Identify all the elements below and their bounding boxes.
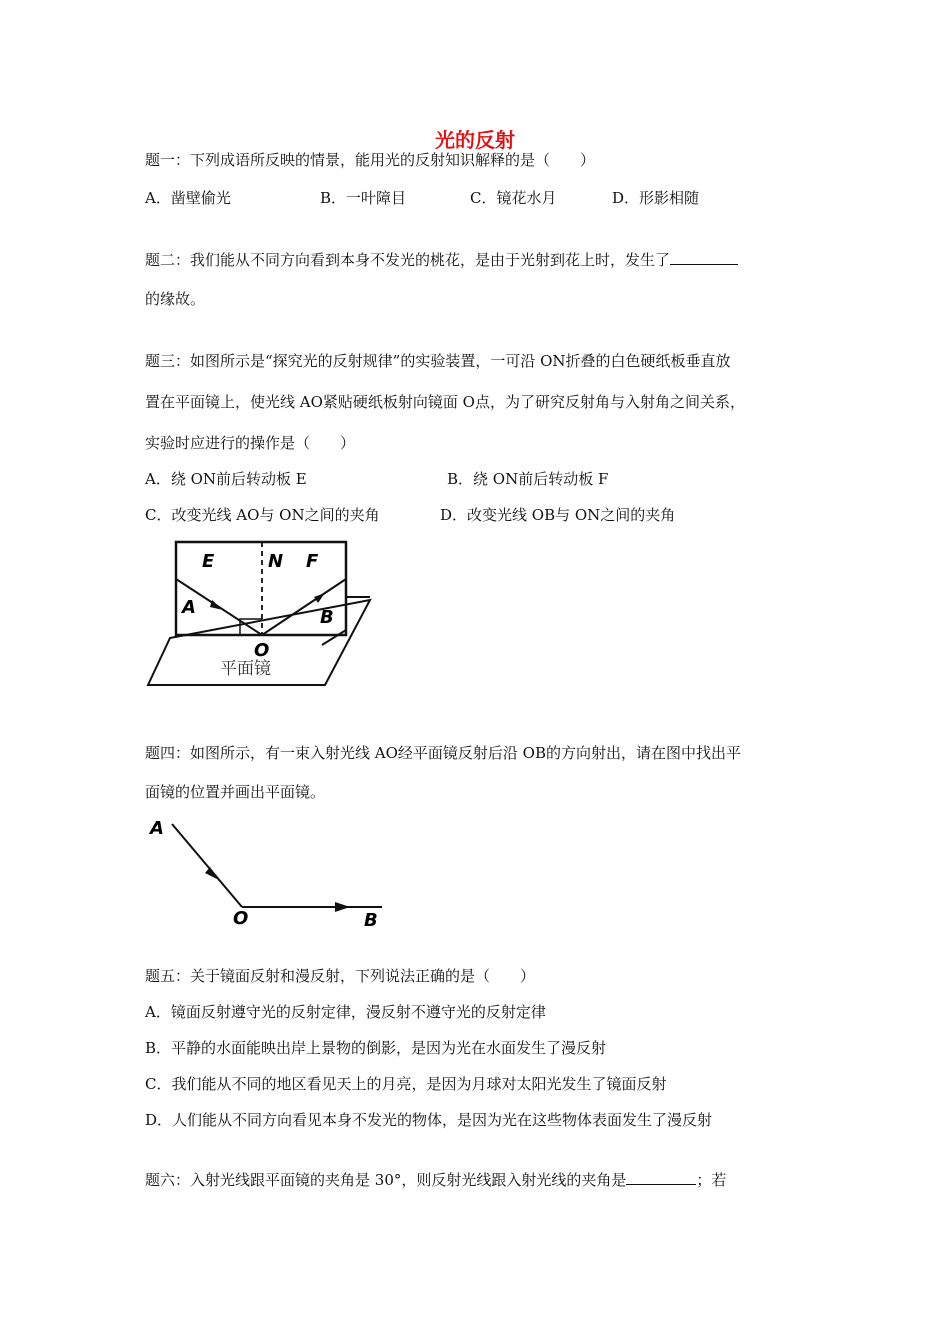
question-6-text-end: ；若 <box>696 1171 727 1189</box>
question-4-line-2: 面镜的位置并画出平面镜。 <box>145 783 326 801</box>
question-5-option-c: C．我们能从不同的地区看见天上的月亮，是因为月球对太阳光发生了镜面反射 <box>145 1075 667 1093</box>
answer-blank[interactable] <box>670 250 738 265</box>
question-4-line-1: 题四：如图所示，有一束入射光线 AO经平面镜反射后沿 OB的方向射出，请在图中找出平 <box>145 744 741 762</box>
question-3-line-2: 置在平面镜上，使光线 AO紧贴硬纸板射向镜面 O点，为了研究反射角与入射角之间关系， <box>145 393 745 411</box>
question-1-option-a: A．凿壁偷光 <box>145 189 231 207</box>
reflection-apparatus-figure <box>140 535 380 690</box>
label-f: F <box>306 551 319 572</box>
question-3-option-b: B．绕 ON前后转动板 F <box>447 470 609 488</box>
label-n: N <box>268 551 284 572</box>
label-o: O <box>254 640 270 661</box>
question-5-stem: 题五：关于镜面反射和漫反射，下列说法正确的是（ ） <box>145 967 536 985</box>
label-mirror: 平面镜 <box>220 659 271 679</box>
question-3-option-c: C．改变光线 AO与 ON之间的夹角 <box>145 506 380 524</box>
question-3-option-a: A．绕 ON前后转动板 E <box>145 470 307 488</box>
question-2-text: 题二：我们能从不同方向看到本身不发光的桃花，是由于光射到花上时，发生了 <box>145 251 671 269</box>
label-o: O <box>233 908 249 929</box>
question-1-option-d: D．形影相随 <box>612 189 700 207</box>
label-a: A <box>182 597 196 618</box>
ray-diagram-figure <box>140 812 390 932</box>
question-3-option-d: D．改变光线 OB与 ON之间的夹角 <box>440 506 676 524</box>
question-5-option-b: B．平静的水面能映出岸上景物的倒影，是因为光在水面发生了漫反射 <box>145 1039 607 1057</box>
question-5-option-a: A．镜面反射遵守光的反射定律，漫反射不遵守光的反射定律 <box>145 1003 546 1021</box>
question-5-option-d: D．人们能从不同方向看见本身不发光的物体，是因为光在这些物体表面发生了漫反射 <box>145 1111 713 1129</box>
question-1-option-b: B．一叶障目 <box>320 189 407 207</box>
incident-ray <box>172 824 242 907</box>
question-6-stem <box>145 1170 726 1190</box>
label-a: A <box>150 818 164 839</box>
question-2-stem-end: 的缘故。 <box>145 290 206 308</box>
label-e: E <box>202 551 215 572</box>
question-3-line-3: 实验时应进行的操作是（ ） <box>145 434 356 452</box>
question-1-option-c: C．镜花水月 <box>470 189 557 207</box>
question-3-line-1: 题三：如图所示是“探究光的反射规律”的实验装置，一可沿 ON折叠的白色硬纸板垂直放 <box>145 352 731 370</box>
label-b: B <box>364 910 378 931</box>
question-1-stem: 题一：下列成语所反映的情景，能用光的反射知识解释的是（ ） <box>145 151 596 169</box>
question-6-text: 题六：入射光线跟平面镜的夹角是 30°，则反射光线跟入射光线的夹角是 <box>145 1171 627 1189</box>
answer-blank[interactable] <box>626 1170 696 1185</box>
page-title: 光的反射 <box>435 128 515 152</box>
label-b: B <box>320 607 334 628</box>
question-2-stem <box>145 250 738 270</box>
